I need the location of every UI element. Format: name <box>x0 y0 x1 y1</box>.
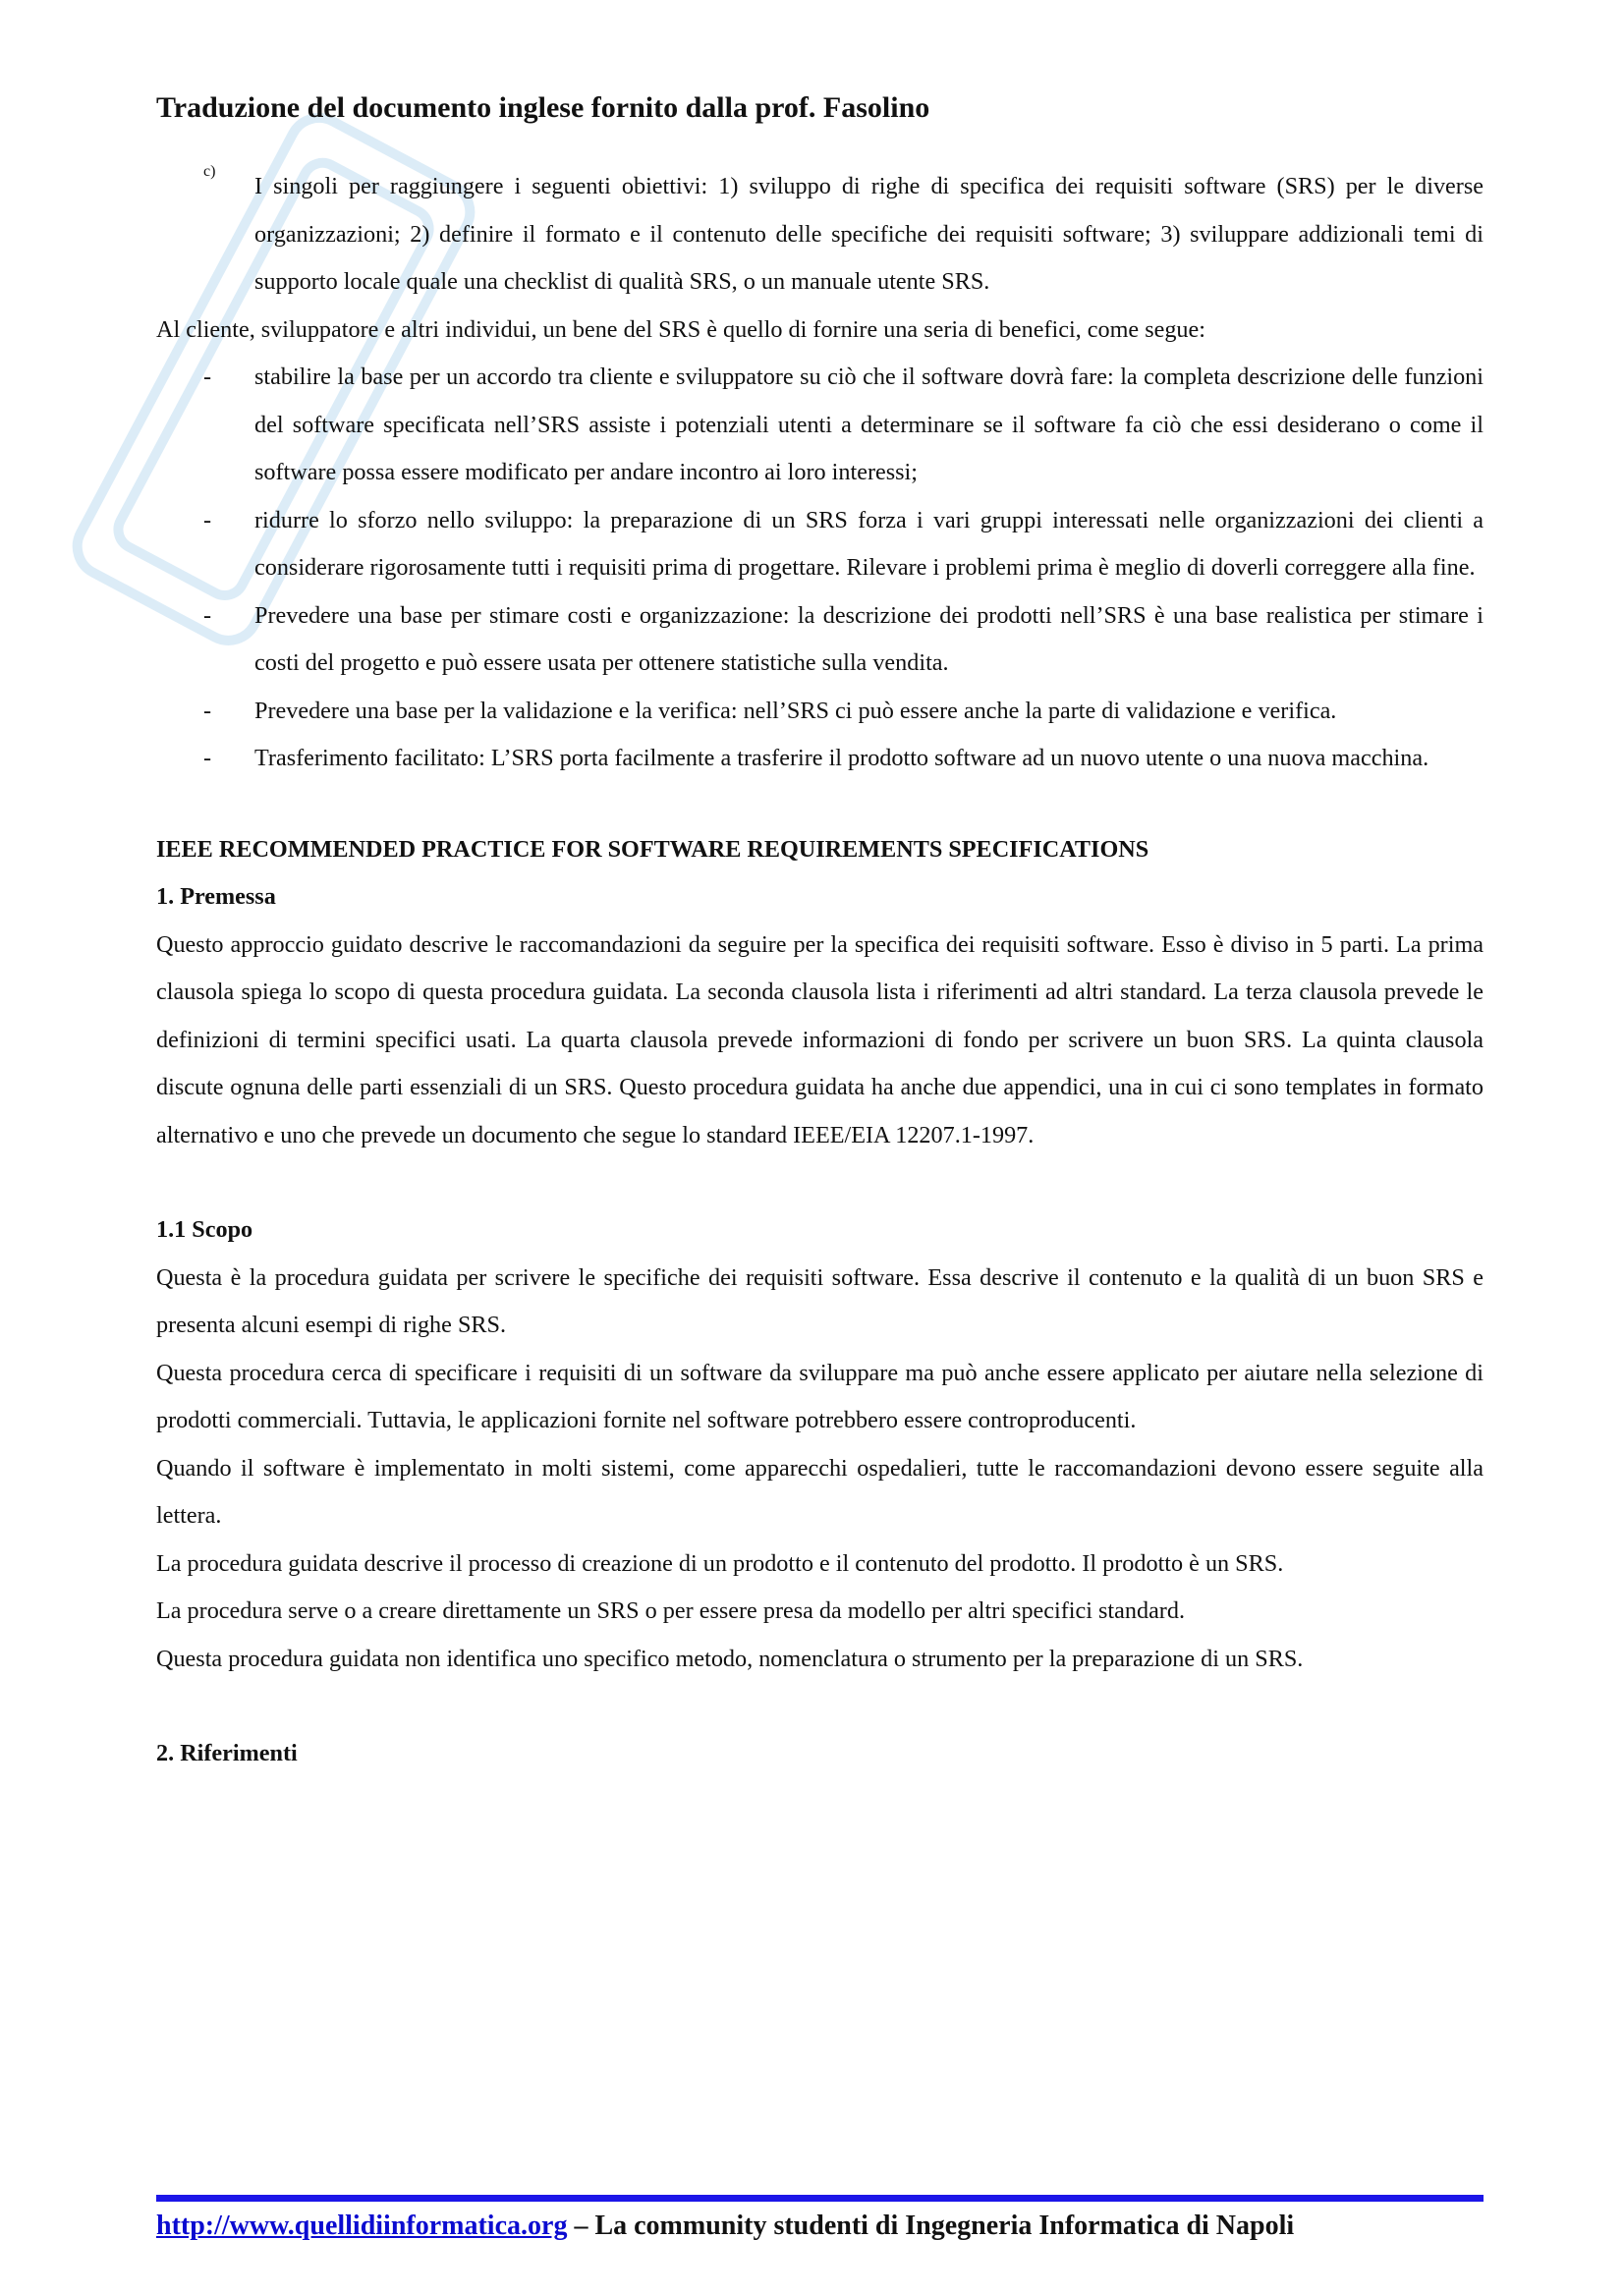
dash-bullet: - <box>203 697 212 724</box>
list-item-text: stabilire la base per un accordo tra cliente e sviluppatore su ciò che il software dovrà fare: la completa descrizione delle funzioni del software specificata nell’SRS assiste i potenziali utenti a determinare se il software fa ciò che essi desiderano o come il software possa essere modificato per andare incontro ai loro interessi; <box>254 364 1484 485</box>
heading-riferimenti: 2. Riferimenti <box>156 1740 298 1766</box>
scopo-paragraph: Questa è la procedura guidata per scrivere le specifiche dei requisiti software. Essa descrive il contenuto e la qualità di un buon SRS e presenta alcuni esempi di righe SRS. <box>156 1263 1484 1338</box>
heading-scopo: 1.1 Scopo <box>156 1216 253 1243</box>
dash-bullet: - <box>203 506 212 533</box>
footer-rule <box>156 2195 1484 2202</box>
benefits-list <box>156 354 1484 783</box>
document-body <box>156 86 1484 1778</box>
footer-text: La community studenti di Ingegneria Informatica di Napoli <box>594 2211 1295 2241</box>
list-item <box>156 735 1484 783</box>
list-item-text: Trasferimento facilitato: L’SRS porta facilmente a trasferire il prodotto software ad un nuovo utente o una nuova macchina. <box>254 745 1429 771</box>
heading-premessa: 1. Premessa <box>156 883 276 910</box>
dash-bullet: - <box>203 601 212 629</box>
list-item-text: Prevedere una base per stimare costi e organizzazione: la descrizione dei prodotti nell’SRS è una base realistica per stimare i costi del progetto e può essere usata per ottenere statistiche sulla vendita. <box>254 601 1484 676</box>
section-title: IEEE RECOMMENDED PRACTICE FOR SOFTWARE REQUIREMENTS SPECIFICATIONS <box>156 835 1149 863</box>
premessa-paragraph: Questo approccio guidato descrive le raccomandazioni da seguire per la specifica dei requisiti software. Esso è diviso in 5 parti. La prima clausola spiega lo scopo di questa procedura guidata. La seconda clausola lista i riferimenti ad altri standard. La terza clausola prevede le definizioni di termini specifici usati. La quarta clausola prevede informazioni di fondo per scrivere un buon SRS. La quinta clausola discute ognuna delle parti essenziali di un SRS. Questo procedura guidata ha anche due appendici, una in cui ci sono templates in formato alternativo e uno che prevede un documento che segue lo standard IEEE/EIA 12207.1-1997. <box>156 930 1484 1148</box>
list-item-text: I singoli per raggiungere i seguenti obiettivi: 1) sviluppo di righe di specifica dei requisiti software (SRS) per le diverse organizzazioni; 2) definire il formato e il contenuto delle specifiche dei requisiti software; 3) sviluppare addizionali temi di supporto locale quale una checklist di qualità SRS, o un manuale utente SRS. <box>254 173 1484 295</box>
scopo-paragraph: La procedura serve o a creare direttamente un SRS o per essere presa da modello per altri specifici standard. <box>156 1597 1186 1624</box>
footer-separator: – <box>567 2211 595 2241</box>
document-title: Traduzione del documento inglese fornito dalla prof. Fasolino <box>156 91 930 124</box>
scopo-paragraph: Quando il software è implementato in molti sistemi, come apparecchi ospedalieri, tutte le raccomandazioni devono essere seguite alla lettera. <box>156 1454 1484 1529</box>
scopo-paragraph: Questa procedura guidata non identifica uno specifico metodo, nomenclatura o strumento per la preparazione di un SRS. <box>156 1645 1304 1672</box>
scopo-paragraph: Questa procedura cerca di specificare i requisiti di un software da sviluppare ma può anche essere applicato per aiutare nella selezione di prodotti commerciali. Tuttavia, le applicazioni fornite nel software potrebbero essere controproducenti. <box>156 1359 1484 1433</box>
scopo-paragraph: La procedura guidata descrive il processo di creazione di un prodotto e il contenuto del prodotto. Il prodotto è un SRS. <box>156 1549 1284 1577</box>
list-item <box>156 497 1484 592</box>
list-item <box>156 354 1484 497</box>
list-item <box>156 688 1484 736</box>
list-label: c) <box>203 163 216 180</box>
dash-bullet: - <box>203 745 212 771</box>
footer-link[interactable]: http://www.quellidiinformatica.org <box>156 2211 568 2241</box>
dash-bullet: - <box>203 364 212 390</box>
list-item-text: Prevedere una base per la validazione e la verifica: nell’SRS ci può essere anche la parte di validazione e verifica. <box>254 697 1337 724</box>
benefits-intro: Al cliente, sviluppatore e altri individui, un bene del SRS è quello di fornire una seria di benefici, come segue: <box>156 315 1205 343</box>
list-item-c <box>156 163 1484 307</box>
page-footer <box>156 2207 1484 2246</box>
list-item <box>156 592 1484 688</box>
list-item-text: ridurre lo sforzo nello sviluppo: la preparazione di un SRS forza i vari gruppi interessati nelle organizzazioni dei clienti a considerare rigorosamente tutti i requisiti prima di progettare. Rilevare i problemi prima è meglio di doverli correggere alla fine. <box>254 506 1484 581</box>
